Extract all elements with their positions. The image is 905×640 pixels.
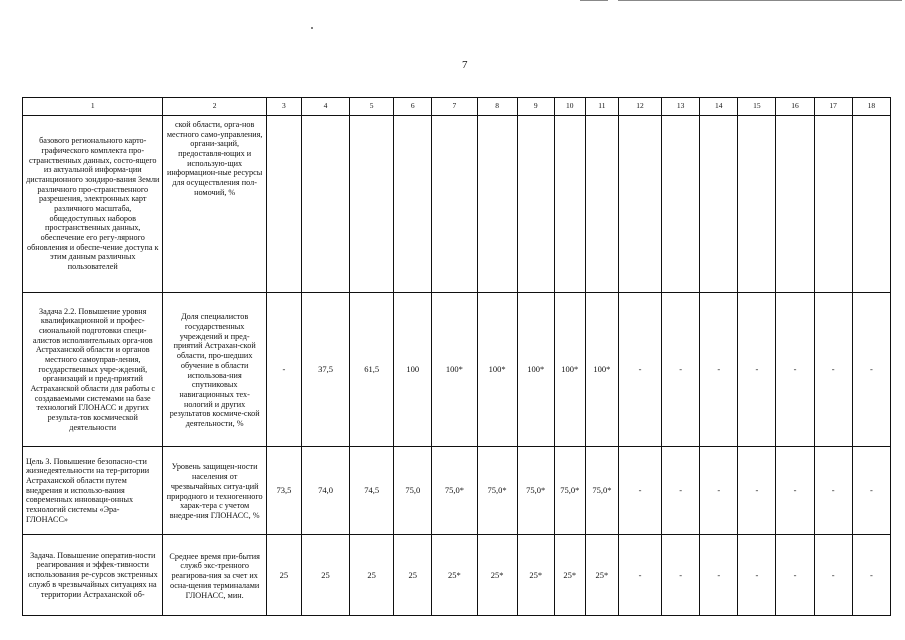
value-cell: 75,0*: [585, 447, 618, 535]
value-cell: [350, 116, 394, 293]
value-cell: 25*: [477, 535, 517, 616]
goal-cell: Цель 3. Повышение безопасно-сти жизнедеятельности на тер-ритории Астраханской области путем внедрения и использо-вания современных инноваци-онных технологий системы «Эра-ГЛОНАСС»: [23, 447, 163, 535]
value-cell: 37,5: [301, 293, 349, 447]
value-cell: -: [814, 535, 852, 616]
value-cell: 100*: [517, 293, 554, 447]
indicator-cell: Среднее время при-бытия служб экс-тренного реагирова-ния за счет их осна-щения терминалами ГЛОНАСС, мин.: [163, 535, 266, 616]
table-body: [23, 98, 891, 616]
column-header-2: 2: [163, 98, 266, 116]
value-cell: 100*: [554, 293, 585, 447]
value-cell: 100*: [477, 293, 517, 447]
value-cell: [394, 116, 432, 293]
value-cell: [700, 116, 738, 293]
table-row: [23, 116, 891, 293]
value-cell: 75,0*: [517, 447, 554, 535]
column-header-15: 15: [738, 98, 776, 116]
value-cell: 25*: [554, 535, 585, 616]
column-header-9: 9: [517, 98, 554, 116]
value-cell: -: [814, 447, 852, 535]
column-header-4: 4: [301, 98, 349, 116]
goal-cell: базового регионального карто-графического комплекта про-странственных данных, состо-ящего из актуальной информа-ции дистанционного зондиро-вания Земли различного про-странственного разрешения, электронных карт различного масштаба, общедоступных наборов пространственных данных, обеспечение его регу-лярного обновления и обеспе-чение доступа к этим данным различных пользователей: [23, 116, 163, 293]
goal-cell: Задача. Повышение оператив-ности реагирования и эффек-тивности использования ре-сурсов экстренных служб в чрезвычайных ситуациях на территории Астраханской об-: [23, 535, 163, 616]
table-row: [23, 293, 891, 447]
value-cell: -: [700, 293, 738, 447]
value-cell: -: [852, 447, 890, 535]
value-cell: 25: [301, 535, 349, 616]
value-cell: [852, 116, 890, 293]
value-cell: 25: [350, 535, 394, 616]
value-cell: 25: [266, 535, 301, 616]
column-header-13: 13: [662, 98, 700, 116]
value-cell: -: [662, 535, 700, 616]
value-cell: [266, 116, 301, 293]
table-row: [23, 535, 891, 616]
value-cell: [477, 116, 517, 293]
value-cell: 74,0: [301, 447, 349, 535]
value-cell: -: [700, 535, 738, 616]
value-cell: 25: [394, 535, 432, 616]
column-header-12: 12: [618, 98, 661, 116]
goal-cell: Задача 2.2. Повышение уровня квалификационной и профес-сиональной подготовки специ-алистов исполнительных орга-нов Астраханской области и органов местного самоуправ-ления, государственных учре-ждений, организаций и пред-приятий Астраханской области для работы с создаваемыми системами на базе технологий ГЛОНАСС и других результа-тов космической деятельности: [23, 293, 163, 447]
column-header-5: 5: [350, 98, 394, 116]
value-cell: -: [738, 535, 776, 616]
value-cell: -: [266, 293, 301, 447]
header-rule-left: [580, 0, 608, 1]
value-cell: [301, 116, 349, 293]
scan-speck: [311, 27, 313, 29]
value-cell: -: [738, 293, 776, 447]
column-header-1: 1: [23, 98, 163, 116]
value-cell: -: [662, 293, 700, 447]
column-header-16: 16: [776, 98, 814, 116]
column-header-10: 10: [554, 98, 585, 116]
value-cell: 74,5: [350, 447, 394, 535]
value-cell: 100*: [585, 293, 618, 447]
value-cell: [814, 116, 852, 293]
value-cell: 75,0*: [432, 447, 477, 535]
table-header-row: [23, 98, 891, 116]
value-cell: [517, 116, 554, 293]
indicators-table: [22, 97, 891, 616]
indicator-cell: Доля специалистов государственных учреждений и пред-приятий Астрахан-ской области, про-шедших обучение в области использова-ния спутниковых навигационных тех-нологий и других результатов космиче-ской деятельности, %: [163, 293, 266, 447]
value-cell: -: [852, 293, 890, 447]
value-cell: [662, 116, 700, 293]
value-cell: 25*: [432, 535, 477, 616]
value-cell: -: [700, 447, 738, 535]
value-cell: -: [776, 447, 814, 535]
indicator-cell: Уровень защищен-ности населения от чрезвычайных ситуа-ций природного и техногенного харак-тера с учетом внедре-ния ГЛОНАСС, %: [163, 447, 266, 535]
value-cell: 75,0: [394, 447, 432, 535]
value-cell: -: [618, 535, 661, 616]
value-cell: [776, 116, 814, 293]
value-cell: [585, 116, 618, 293]
value-cell: -: [618, 447, 661, 535]
value-cell: -: [776, 535, 814, 616]
value-cell: 73,5: [266, 447, 301, 535]
column-header-7: 7: [432, 98, 477, 116]
page-number: 7: [462, 59, 468, 71]
value-cell: [738, 116, 776, 293]
value-cell: 75,0*: [554, 447, 585, 535]
value-cell: [554, 116, 585, 293]
value-cell: -: [738, 447, 776, 535]
value-cell: 100: [394, 293, 432, 447]
value-cell: -: [852, 535, 890, 616]
column-header-17: 17: [814, 98, 852, 116]
value-cell: -: [814, 293, 852, 447]
table-row: [23, 447, 891, 535]
value-cell: 61,5: [350, 293, 394, 447]
column-header-14: 14: [700, 98, 738, 116]
column-header-6: 6: [394, 98, 432, 116]
value-cell: -: [662, 447, 700, 535]
value-cell: 25*: [517, 535, 554, 616]
value-cell: [618, 116, 661, 293]
column-header-8: 8: [477, 98, 517, 116]
column-header-11: 11: [585, 98, 618, 116]
header-rule-right: [618, 0, 902, 1]
column-header-18: 18: [852, 98, 890, 116]
value-cell: 75,0*: [477, 447, 517, 535]
indicator-cell: ской области, орга-нов местного само-управления, органи-заций, предоставля-ющих и использую-щих информацион-ные ресурсы для осуществления пол-номочий, %: [163, 116, 266, 293]
value-cell: -: [618, 293, 661, 447]
value-cell: 25*: [585, 535, 618, 616]
value-cell: [432, 116, 477, 293]
value-cell: -: [776, 293, 814, 447]
value-cell: 100*: [432, 293, 477, 447]
column-header-3: 3: [266, 98, 301, 116]
